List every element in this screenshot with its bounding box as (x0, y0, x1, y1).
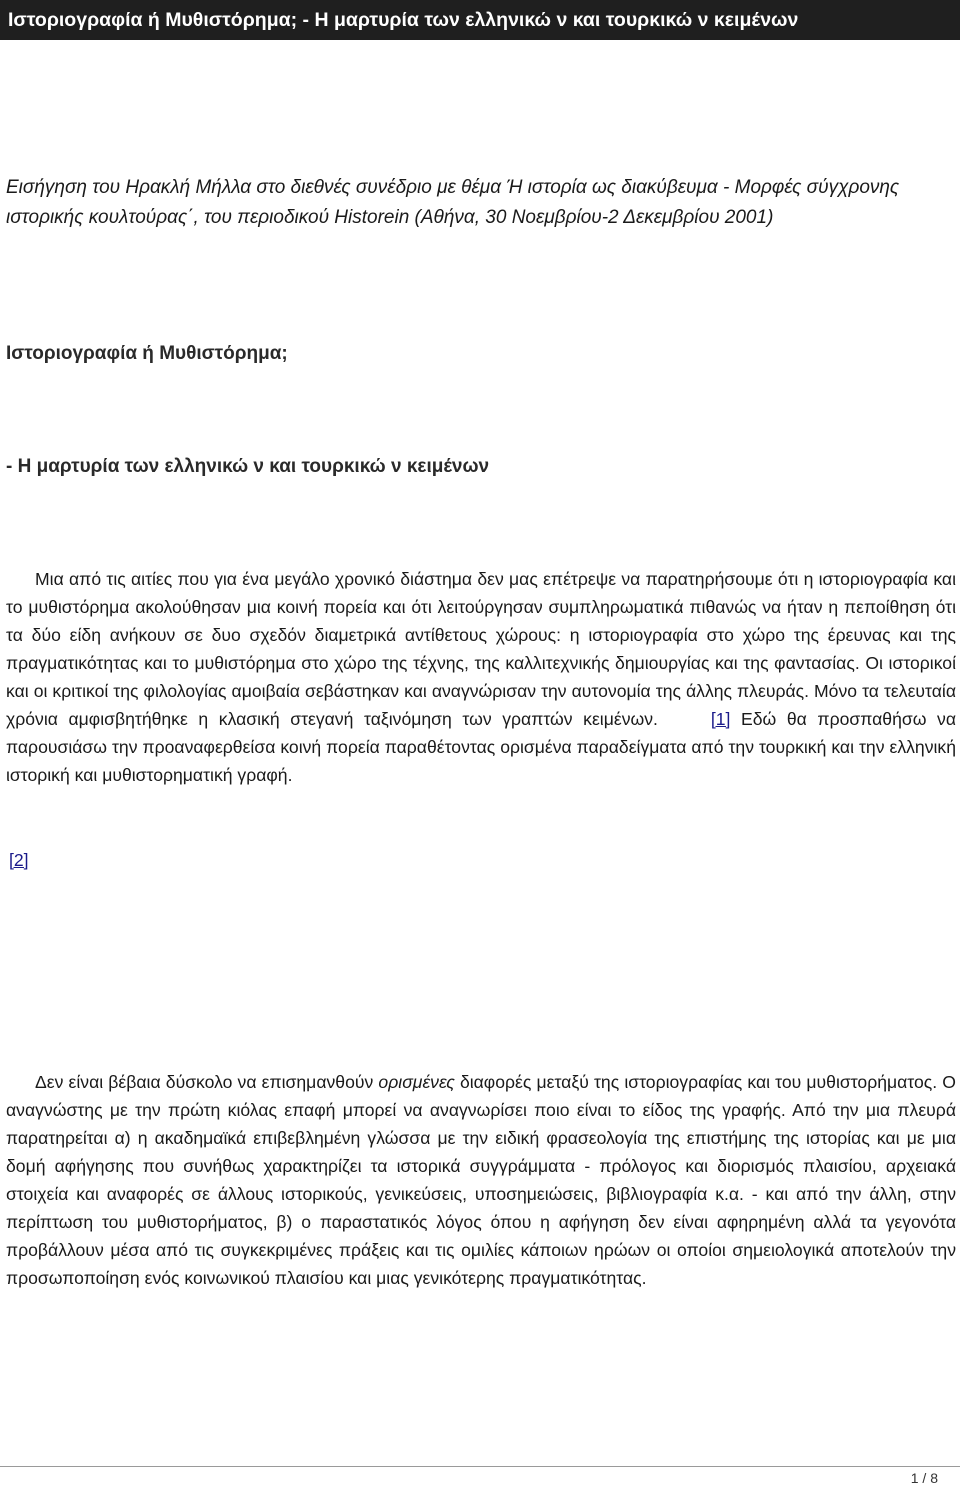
paragraph-1 (6, 565, 956, 789)
footer-divider (0, 1466, 960, 1467)
paragraph-2-emphasis: ορισμένες (378, 1072, 455, 1092)
paragraph-2-text-b: διαφορές μεταξύ της ιστοριογραφίας και του μυθιστορήματος. Ο αναγνώστης με την πρώτη κιόλας επαφή μπορεί να αναγνωρίσει ποιο είναι το είδος της γραφής. Από την μια πλευρά παρατηρείται α) η ακαδημαϊκά επιβεβλημένη γλώσσα με την ειδική φρασεολογία της επιστήμης της ιστορίας και με μια δομή αφήγησης που συνήθως χαρακτηρίζει τα ιστορικά συγγράμματα - πρόλογος και διορισμός πλαισίου, αρχειακά στοιχεία και αναφορές σε άλλους ιστορικούς, γενικεύσεις, υποσημειώσεις, βιβλιογραφία κ.α. - και από την άλλη, στην περίπτωση του μυθιστορήματος, β) ο παραστατικός λόγος όπου η αφήγηση δεν είναι αφηρημένη αλλά τα γεγονότα προβάλλουν μέσα από τις συγκεκριμένες πράξεις και τις ομιλίες κάποιων ηρώων οι οποίοι σημειολογικά αποτελούν την προσωποποίηση ενός κοινωνικού πλαισίου και μιας γενικότερης πραγματικότητας. (6, 1072, 956, 1288)
page-number: 1 / 8 (910, 1470, 938, 1486)
footnote-link-1[interactable]: [1] (710, 709, 731, 729)
document-header-bar (0, 0, 960, 40)
footnote-link-2[interactable]: [2] (9, 850, 29, 870)
paragraph-2-text-a: Δεν είναι βέβαια δύσκολο να επισημανθούν (35, 1072, 374, 1092)
paragraph-2 (6, 1068, 956, 1292)
paragraph-1-text-a: Μια από τις αιτίες που για ένα μεγάλο χρονικό διάστημα δεν μας επέτρεψε να παρατηρήσουμε ότι η ιστοριογραφία και το μυθιστόρημα ακολούθησαν μια κοινή πορεία και ότι λειτούργησαν συμπληρωματικά πιθανώς να ήταν η πεποίθηση ότι τα δύο είδη ανήκουν σε δυο σχεδόν διαμετρικά αντίθετους χώρους: η ιστοριογραφία στο χώρο της έρευνας και της πραγματικότητας και το μυθιστόρημα στο χώρο της τέχνης, της καλλιτεχνικής δημιουργίας και της φαντασίας. Οι ιστορικοί και οι κριτικοί της φιλολογίας αμοιβαία σεβάστηκαν και αναγνώρισαν την αυτονομία της άλλης πλευράς. Μόνο τα τελευταία χρόνια αμφισβητήθηκε η κλασική στεγανή ταξινόμηση των γραπτών κειμένων. (6, 569, 956, 729)
main-heading: Ιστοριογραφία ή Μυθιστόρημα; (6, 343, 288, 364)
sub-heading: - Η μαρτυρία των ελληνικώ ν και τουρκικώ ν κειμένων (6, 456, 490, 477)
intro-note: Εισήγηση του Ηρακλή Μήλλα στο διεθνές συνέδριο με θέμα Ή ιστορία ως διακύβευμα - Μορφές σύγχρονης ιστορικής κουλτούρας΄, του περιοδικού Historein (Αθήνα, 30 Νοεμβρίου-2 Δεκεμβρίου 2001) (6, 177, 900, 228)
paragraph-1-text-b: Εδώ θα προσπαθήσω να παρουσιάσω την προαναφερθείσα κοινή πορεία παραθέτοντας ορισμένα παραδείγματα από την τουρκική και την ελληνική ιστορική και μυθιστορηματική γραφή. (6, 709, 956, 785)
document-title: Ιστοριογραφία ή Μυθιστόρημα; - Η μαρτυρία των ελληνικώ ν και τουρκικώ ν κειμένων (8, 9, 799, 31)
